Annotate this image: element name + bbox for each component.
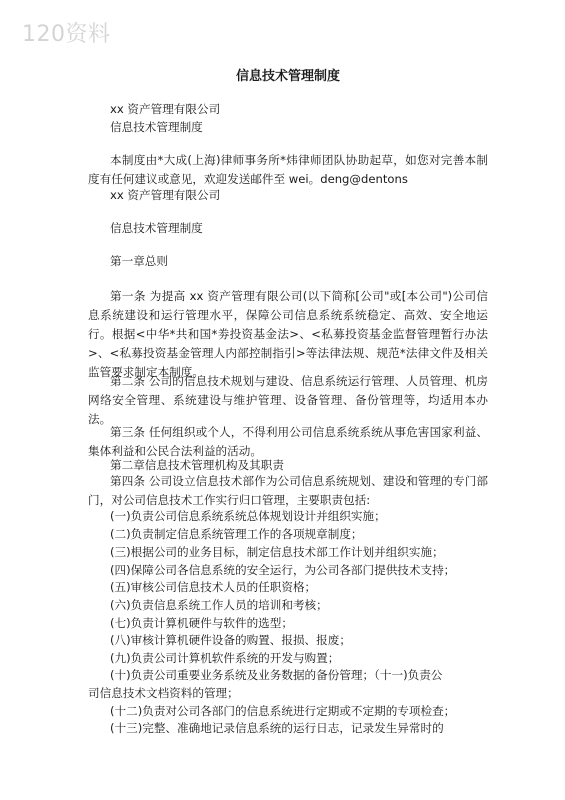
list-item: (一)负责公司信息系统系统总体规划设计并组织实施； bbox=[110, 509, 386, 523]
title-line: 信息技术管理制度 bbox=[110, 221, 203, 235]
list-item: (四)保障公司各信息系统的安全运行，为公司各部门提供技术支持； bbox=[110, 563, 456, 577]
header-title: 信息技术管理制度 bbox=[110, 120, 203, 134]
chapter-1-heading: 第一章总则 bbox=[110, 254, 168, 268]
list-item: (八)审核计算机硬件设备的购置、报损、报废； bbox=[110, 633, 351, 647]
list-item: (六)负责信息系统工作人员的培训和考核； bbox=[110, 598, 328, 612]
list-item: (二)负责制定信息系统管理工作的各项规章制度； bbox=[110, 527, 363, 541]
article-3: 第三条 任何组织或个人，不得利用公司信息系统系统从事危害国家利益、集体利益和公民合法利益的活动。 bbox=[88, 425, 488, 458]
intro-paragraph: 本制度由*大成(上海)律师事务所*炜律师团队协助起草，如您对完善本制度有任何建议或意见，欢迎发送邮件至 wei。deng@dentons bbox=[88, 153, 488, 186]
list-item: (十二)负责对公司各部门的信息系统进行定期或不定期的专项检查； bbox=[110, 704, 456, 718]
company-line: xx 资产管理有限公司 bbox=[110, 188, 221, 202]
list-item: (九)负责公司计算机软件系统的开发与购置； bbox=[110, 651, 340, 665]
list-item-continued: 司信息技术文档资料的管理； bbox=[88, 686, 239, 700]
article-1: 第一条 为提高 xx 资产管理有限公司(以下简称[公司"或[本公司")公司信息系统建设和运行管理水平，保障公司信息系统系统稳定、高效、安全地运行。根据<中华*共和国*劵投资基金法>、<私募投资基金监督管理暂行办法>、<私募投资基金管理人内部控制指引>等法律法规、规范*法律文件及相关监管要求制定本制度。 bbox=[88, 289, 488, 379]
list-item: (七)负责计算机硬件与软件的选型； bbox=[110, 616, 293, 630]
list-item: (十)负责公司重要业务系统及业务数据的备份管理；（十一)负责公 bbox=[110, 668, 443, 682]
header-company: xx 资产管理有限公司 bbox=[110, 102, 221, 116]
list-item: (五)审核公司信息技术人员的任职资格； bbox=[110, 580, 317, 594]
chapter-2-heading: 第二章信息技术管理机构及其职责 bbox=[110, 458, 284, 472]
article-4: 第四条 公司设立信息技术部作为公司信息系统规划、建设和管理的专门部门，对公司信息技术工作实行归口管理，主要职责包括: bbox=[88, 474, 488, 507]
article-2: 第二条 公司的信息技术规划与建设、信息系统运行管理、人员管理、机房网络安全管理、系统建设与维护管理、设备管理、备份管理等，均适用本办法。 bbox=[88, 374, 488, 426]
list-item: (十三)完整、准确地记录信息系统的运行日志，记录发生异常时的 bbox=[110, 721, 444, 735]
watermark: 120资料 bbox=[22, 22, 111, 47]
document-title: 信息技术管理制度 bbox=[235, 69, 340, 84]
list-item: (三)根据公司的业务目标，制定信息技术部工作计划并组织实施； bbox=[110, 545, 444, 559]
